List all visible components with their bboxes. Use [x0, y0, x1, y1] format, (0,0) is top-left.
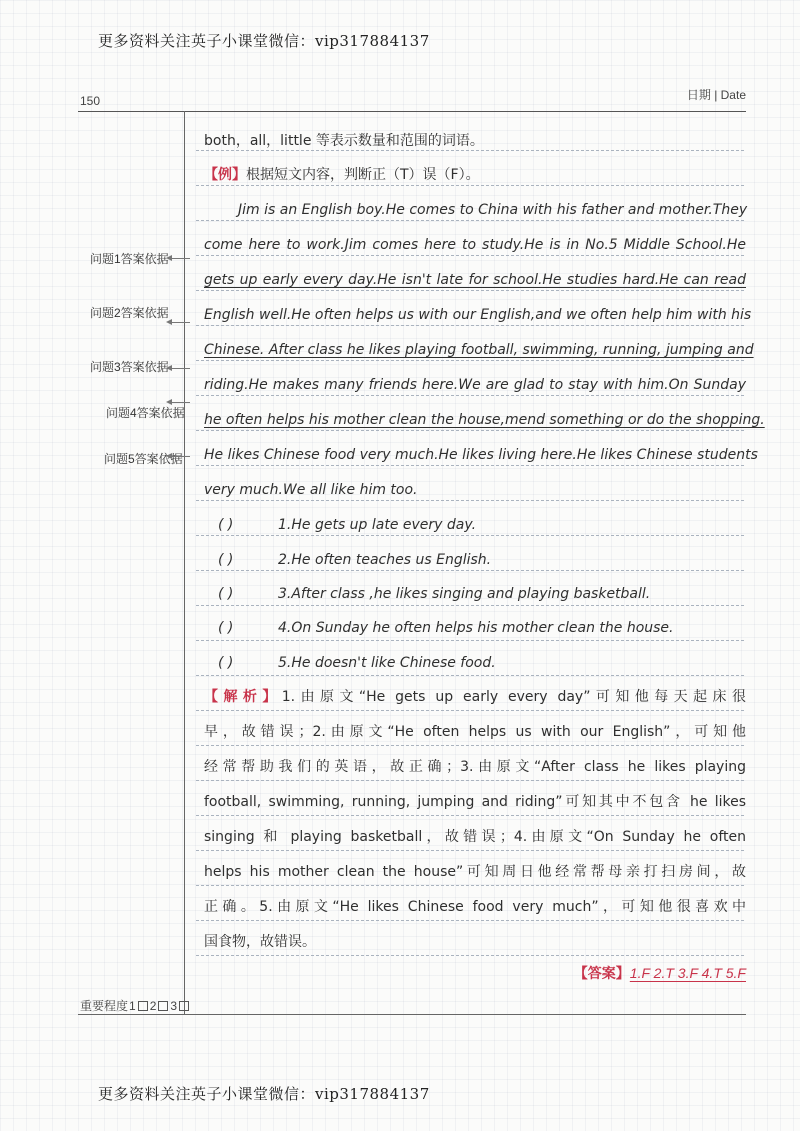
date-label: 日期 | Date — [686, 88, 746, 102]
answer-tag: 【答案】 — [573, 965, 630, 981]
example-tag: 【例】 — [204, 167, 246, 183]
watermark-top: 更多资料关注英子小课堂微信：vip317884137 — [98, 32, 430, 50]
question-text: 1.He gets up late every day. — [278, 517, 477, 533]
answer-value: 1.F 2.T 3.F 4.T 5.F — [629, 965, 746, 981]
importance-label: 重要程度 — [80, 999, 129, 1013]
intro-line: both，all，little 等表示数量和范围的词语。 — [204, 133, 484, 149]
question-text: 3.After class ,he likes singing and playing basketball. — [278, 586, 651, 602]
passage-line: He likes Chinese food very much.He likes living here.He likes Chinese students — [204, 447, 758, 463]
header-rule — [78, 111, 746, 112]
question-row — [218, 619, 760, 637]
answer-blank: ( ) — [218, 552, 234, 568]
analysis-line: 经常帮助我们的英语，故正确；3.由原文“After class he likes playing — [204, 759, 746, 775]
side-note: 问题1答案依据 — [90, 252, 169, 266]
side-note: 问题3答案依据 — [90, 360, 169, 374]
analysis-line: 【解析】1.由原文“He gets up early every day”可知他每天起床很 — [204, 689, 746, 705]
question-row — [218, 585, 760, 603]
passage-line: he often helps his mother clean the house,mend something or do the shopping. — [204, 412, 765, 428]
passage-line: riding.He makes many friends here.We are glad to stay with him.On Sunday — [204, 377, 746, 393]
passage-line: English well.He often helps us with our English,and we often help him with his — [204, 307, 752, 323]
importance-level: 3 — [170, 998, 178, 1013]
page-number: 150 — [80, 94, 101, 108]
question-text: 4.On Sunday he often helps his mother clean the house. — [278, 620, 674, 636]
checkbox-icon[interactable] — [158, 1001, 168, 1011]
analysis-line: helps his mother clean the house”可知周日他经常帮母亲打扫房间，故 — [204, 864, 746, 880]
importance-level: 2 — [149, 998, 157, 1013]
passage-line: very much.We all like him too. — [204, 482, 418, 498]
footer-rule — [78, 1014, 746, 1015]
side-note: 问题5答案依据 — [104, 452, 183, 466]
analysis-tag: 【解析】 — [204, 689, 282, 705]
example-heading — [204, 166, 746, 184]
analysis-line: 国食物，故错误。 — [204, 934, 316, 950]
passage-line: come here to work.Jim comes here to study.He is in No.5 Middle School.He — [204, 237, 746, 253]
arrow-icon — [168, 258, 190, 259]
question-text: 2.He often teaches us English. — [278, 552, 492, 568]
example-instruction: 根据短文内容，判断正（T）误（F）。 — [246, 167, 480, 183]
checkbox-icon[interactable] — [138, 1001, 148, 1011]
analysis-line: 早，故错误；2.由原文“He often helps us with our English”，可知他 — [204, 724, 746, 740]
question-row — [218, 654, 760, 672]
arrow-icon — [168, 402, 190, 403]
question-row — [218, 551, 760, 569]
watermark-bottom: 更多资料关注英子小课堂微信：vip317884137 — [98, 1085, 430, 1103]
side-note: 问题2答案依据 — [90, 306, 169, 320]
question-row — [218, 516, 760, 534]
arrow-icon — [168, 368, 190, 369]
margin-line — [184, 111, 185, 1014]
passage-line: Chinese. After class he likes playing football, swimming, running, jumping and — [204, 342, 754, 358]
answer-blank: ( ) — [218, 620, 234, 636]
importance-level: 1 — [129, 998, 136, 1013]
importance-rating — [80, 997, 190, 1014]
answer-blank: ( ) — [218, 586, 234, 602]
analysis-line: football, swimming, running, jumping and riding”可知其中不包含 he likes — [204, 794, 746, 810]
arrow-icon — [168, 322, 190, 323]
answer-line — [574, 963, 746, 983]
question-text: 5.He doesn't like Chinese food. — [278, 655, 496, 671]
passage-line: Jim is an English boy.He comes to China with his father and mother.They — [238, 202, 748, 218]
analysis-line: singing 和 playing basketball，故错误；4.由原文“On Sunday he often — [204, 829, 746, 845]
answer-blank: ( ) — [218, 655, 234, 671]
side-note: 问题4答案依据 — [106, 406, 185, 420]
answer-blank: ( ) — [218, 517, 234, 533]
analysis-line: 正确。5.由原文“He likes Chinese food very much”，可知他很喜欢中 — [204, 899, 746, 915]
checkbox-icon[interactable] — [179, 1001, 189, 1011]
passage-line: gets up early every day.He isn't late for school.He studies hard.He can read — [204, 272, 746, 288]
arrow-icon — [168, 456, 190, 457]
